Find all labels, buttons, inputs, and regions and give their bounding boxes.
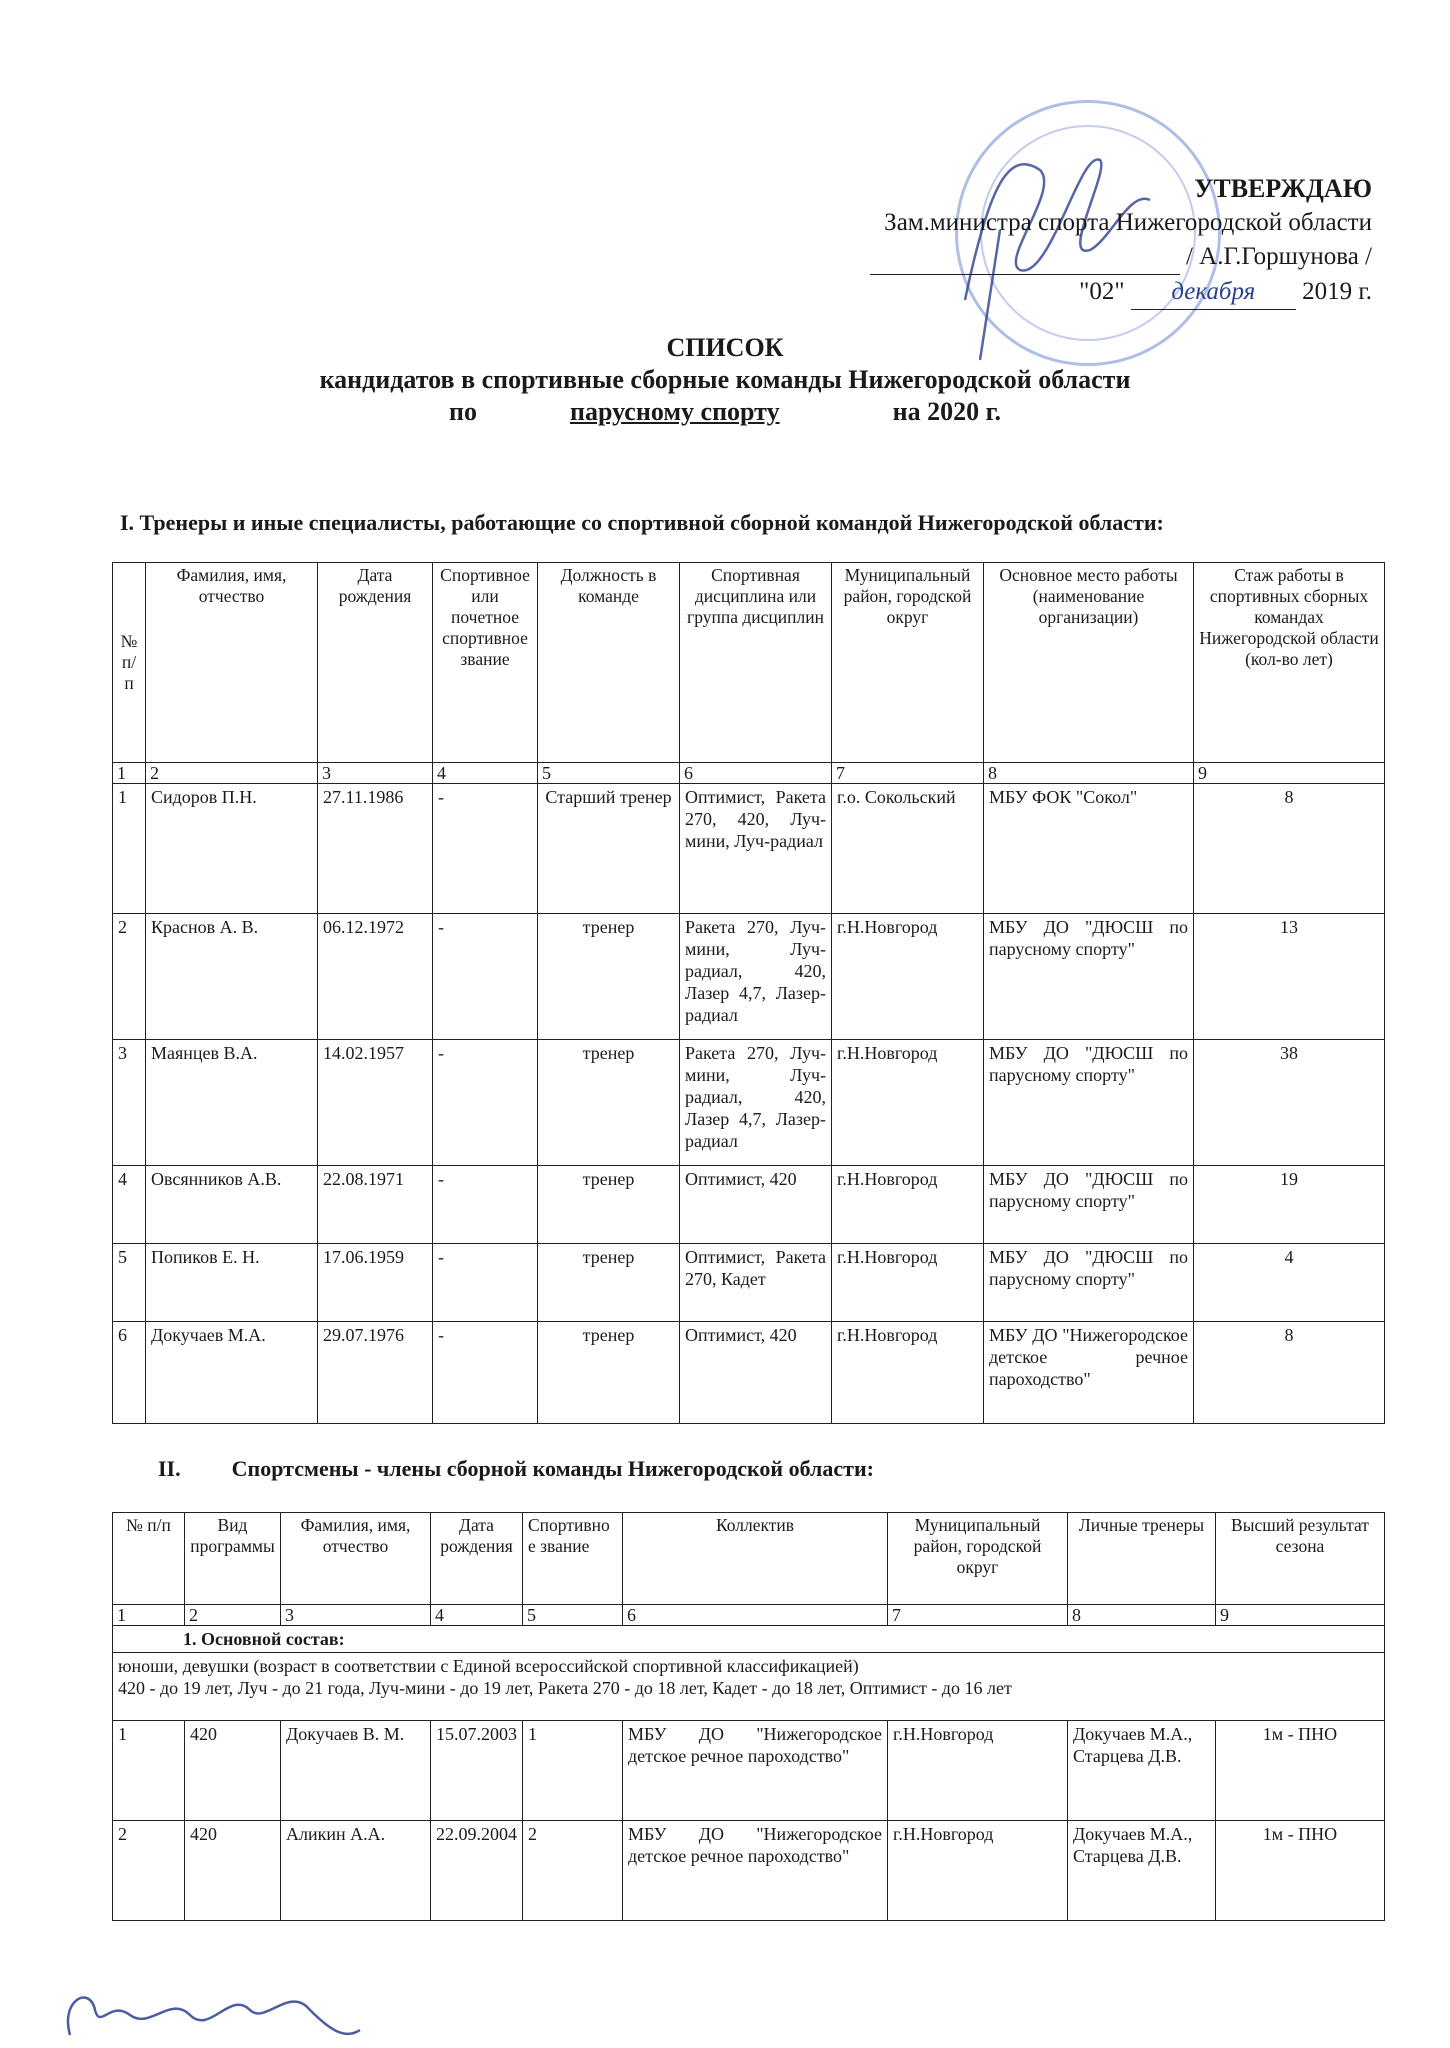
cell-rank: 1 xyxy=(523,1721,623,1821)
col-number: 3 xyxy=(318,763,433,784)
col-number: 1 xyxy=(113,763,146,784)
footer-signature xyxy=(68,1998,360,2035)
cell-district: г.Н.Новгород xyxy=(832,1166,984,1244)
cell-position: тренер xyxy=(538,1322,680,1424)
age-note-row xyxy=(113,1653,1385,1721)
approval-date-year: 2019 г. xyxy=(1302,278,1372,305)
main-squad-heading: 1. Основной состав: xyxy=(113,1626,1385,1653)
cell-workplace: МБУ ДО "ДЮСШ по парусному спорту" xyxy=(984,1244,1194,1322)
cell-position: тренер xyxy=(538,914,680,1040)
col-header: Дата рождения xyxy=(431,1513,523,1605)
title-suffix: на 2020 г. xyxy=(892,397,1001,426)
col-header: Фамилия, имя, отчество xyxy=(281,1513,431,1605)
section-2-roman: II. xyxy=(158,1456,181,1481)
cell-rank: 2 xyxy=(523,1821,623,1921)
age-note-line-2: 420 - до 19 лет, Луч - до 21 года, Луч-мини - до 19 лет, Ракета 270 - до 18 лет, Кадет - до 18 лет, Оптимист - до 16 лет xyxy=(118,1678,1012,1698)
cell-name: Маянцев В.А. xyxy=(146,1040,318,1166)
cell-name: Краснов А. В. xyxy=(146,914,318,1040)
cell-num: 1 xyxy=(113,784,146,914)
cell-workplace: МБУ ФОК "Сокол" xyxy=(984,784,1194,914)
cell-birthdate: 17.06.1959 xyxy=(318,1244,433,1322)
cell-birthdate: 27.11.1986 xyxy=(318,784,433,914)
col-number: 7 xyxy=(888,1605,1068,1626)
cell-name: Овсянников А.В. xyxy=(146,1166,318,1244)
col-header: Спортивное или почетное спортивное звание xyxy=(433,563,538,763)
cell-num: 4 xyxy=(113,1166,146,1244)
col-number: 8 xyxy=(984,763,1194,784)
col-number: 4 xyxy=(433,763,538,784)
subheading-row xyxy=(113,1626,1385,1653)
coaches-table xyxy=(112,562,1385,1424)
cell-discipline: Оптимист, Ракета 270, Кадет xyxy=(680,1244,832,1322)
col-number: 9 xyxy=(1216,1605,1385,1626)
cell-experience: 19 xyxy=(1194,1166,1385,1244)
cell-experience: 8 xyxy=(1194,784,1385,914)
cell-experience: 4 xyxy=(1194,1244,1385,1322)
athletes-table xyxy=(112,1512,1385,1921)
cell-district: г.Н.Новгород xyxy=(888,1721,1068,1821)
col-header: № п/п xyxy=(113,1513,185,1605)
cell-workplace: МБУ ДО "Нижегородское детское речное пароходство" xyxy=(984,1322,1194,1424)
cell-discipline: Ракета 270, Луч-мини, Луч-радиал, 420, Лазер 4,7, Лазер-радиал xyxy=(680,1040,832,1166)
table-row xyxy=(113,1821,1385,1921)
col-header: Высший результат сезона xyxy=(1216,1513,1385,1605)
title-line-1: СПИСОК xyxy=(666,333,784,362)
cell-title: - xyxy=(433,1166,538,1244)
col-number: 6 xyxy=(680,763,832,784)
cell-num: 1 xyxy=(113,1721,185,1821)
col-number: 1 xyxy=(113,1605,185,1626)
approval-name-line xyxy=(772,240,1372,275)
cell-experience: 13 xyxy=(1194,914,1385,1040)
section-2-title: Спортсмены - члены сборной команды Нижегородской области: xyxy=(231,1456,874,1481)
col-number: 5 xyxy=(523,1605,623,1626)
cell-num: 5 xyxy=(113,1244,146,1322)
cell-name: Докучаев М.А. xyxy=(146,1322,318,1424)
cell-title: - xyxy=(433,1040,538,1166)
cell-num: 2 xyxy=(113,914,146,1040)
cell-num: 2 xyxy=(113,1821,185,1921)
col-header: Спортивное звание xyxy=(523,1513,623,1605)
col-number: 9 xyxy=(1194,763,1385,784)
title-sport: парусному спорту xyxy=(570,397,780,426)
cell-num: 3 xyxy=(113,1040,146,1166)
cell-district: г.Н.Новгород xyxy=(832,914,984,1040)
cell-position: тренер xyxy=(538,1040,680,1166)
table-row xyxy=(113,1040,1385,1166)
cell-discipline: Оптимист, Ракета 270, 420, Луч-мини, Луч-радиал xyxy=(680,784,832,914)
col-number: 2 xyxy=(146,763,318,784)
title-line-2: кандидатов в спортивные сборные команды Нижегородской области xyxy=(319,365,1131,394)
cell-district: г.Н.Новгород xyxy=(832,1244,984,1322)
table-row xyxy=(113,914,1385,1040)
cell-birthdate: 22.08.1971 xyxy=(318,1166,433,1244)
col-number: 3 xyxy=(281,1605,431,1626)
approval-date-day: "02" xyxy=(1079,278,1125,305)
col-header: Спортивная дисциплина или группа дисциплин xyxy=(680,563,832,763)
col-header: Фамилия, имя, отчество xyxy=(146,563,318,763)
title-line-3 xyxy=(0,396,1450,428)
age-note xyxy=(113,1653,1385,1721)
col-header: Коллектив xyxy=(623,1513,888,1605)
cell-birthdate: 06.12.1972 xyxy=(318,914,433,1040)
cell-team: МБУ ДО "Нижегородское детское речное пароходство" xyxy=(623,1721,888,1821)
col-header: Основное место работы (наименование организации) xyxy=(984,563,1194,763)
cell-birthdate: 14.02.1957 xyxy=(318,1040,433,1166)
cell-district: г.Н.Новгород xyxy=(888,1821,1068,1921)
cell-name: Аликин А.А. xyxy=(281,1821,431,1921)
cell-workplace: МБУ ДО "ДЮСШ по парусному спорту" xyxy=(984,914,1194,1040)
coaches-number-row xyxy=(113,763,1385,784)
col-number: 6 xyxy=(623,1605,888,1626)
cell-district: г.Н.Новгород xyxy=(832,1040,984,1166)
col-header: № п/п xyxy=(113,563,146,763)
cell-title: - xyxy=(433,914,538,1040)
table-row xyxy=(113,1721,1385,1821)
col-header: Дата рождения xyxy=(318,563,433,763)
cell-discipline: Оптимист, 420 xyxy=(680,1322,832,1424)
cell-experience: 8 xyxy=(1194,1322,1385,1424)
cell-district: г.Н.Новгород xyxy=(832,1322,984,1424)
approval-block xyxy=(772,172,1372,310)
approval-position: Зам.министра спорта Нижегородской области xyxy=(884,209,1372,236)
athletes-number-row xyxy=(113,1605,1385,1626)
section-1-heading: I. Тренеры и иные специалисты, работающие со спортивной сборной командой Нижегородской области: xyxy=(120,510,1164,535)
cell-name: Попиков Е. Н. xyxy=(146,1244,318,1322)
cell-name: Сидоров П.Н. xyxy=(146,784,318,914)
section-2-heading xyxy=(158,1456,874,1482)
table-row xyxy=(113,1244,1385,1322)
cell-team: МБУ ДО "Нижегородское детское речное пароходство" xyxy=(623,1821,888,1921)
age-note-line-1: юноши, девушки (возраст в соответствии с Единой всероссийской спортивной классификацией) xyxy=(118,1656,859,1676)
cell-coaches: Докучаев М.А., Старцева Д.В. xyxy=(1068,1821,1216,1921)
table-row xyxy=(113,1322,1385,1424)
col-header: Муниципальный район, городской округ xyxy=(832,563,984,763)
cell-class: 420 xyxy=(185,1821,281,1921)
cell-position: Старший тренер xyxy=(538,784,680,914)
cell-coaches: Докучаев М.А., Старцева Д.В. xyxy=(1068,1721,1216,1821)
table-row xyxy=(113,1166,1385,1244)
col-header: Муниципальный район, городской округ xyxy=(888,1513,1068,1605)
approval-date-month: декабря xyxy=(1131,275,1296,310)
cell-discipline: Ракета 270, Луч-мини, Луч-радиал, 420, Лазер 4,7, Лазер-радиал xyxy=(680,914,832,1040)
cell-title: - xyxy=(433,1322,538,1424)
col-number: 4 xyxy=(431,1605,523,1626)
cell-birthdate: 22.09.2004 xyxy=(431,1821,523,1921)
approval-name: / А.Г.Горшунова / xyxy=(1185,243,1372,270)
cell-position: тренер xyxy=(538,1166,680,1244)
cell-experience: 38 xyxy=(1194,1040,1385,1166)
cell-title: - xyxy=(433,1244,538,1322)
cell-best-result: 1м - ПНО xyxy=(1216,1721,1385,1821)
athletes-header-row xyxy=(113,1513,1385,1605)
table-row xyxy=(113,784,1385,914)
cell-best-result: 1м - ПНО xyxy=(1216,1821,1385,1921)
cell-birthdate: 15.07.2003 xyxy=(431,1721,523,1821)
document-title xyxy=(0,332,1450,428)
col-header: Стаж работы в спортивных сборных командах Нижегородской области (кол-во лет) xyxy=(1194,563,1385,763)
cell-workplace: МБУ ДО "ДЮСШ по парусному спорту" xyxy=(984,1166,1194,1244)
approval-heading: УТВЕРЖДАЮ xyxy=(1194,174,1372,203)
col-header: Личные тренеры xyxy=(1068,1513,1216,1605)
col-number: 5 xyxy=(538,763,680,784)
cell-num: 6 xyxy=(113,1322,146,1424)
signature-blank xyxy=(870,240,1180,275)
cell-class: 420 xyxy=(185,1721,281,1821)
cell-name: Докучаев В. М. xyxy=(281,1721,431,1821)
title-prefix: по xyxy=(449,397,477,426)
approval-date-line xyxy=(772,275,1372,310)
col-number: 7 xyxy=(832,763,984,784)
cell-workplace: МБУ ДО "ДЮСШ по парусному спорту" xyxy=(984,1040,1194,1166)
cell-title: - xyxy=(433,784,538,914)
col-number: 8 xyxy=(1068,1605,1216,1626)
cell-discipline: Оптимист, 420 xyxy=(680,1166,832,1244)
col-header: Вид программы xyxy=(185,1513,281,1605)
cell-district: г.о. Сокольский xyxy=(832,784,984,914)
cell-birthdate: 29.07.1976 xyxy=(318,1322,433,1424)
cell-position: тренер xyxy=(538,1244,680,1322)
coaches-header-row xyxy=(113,563,1385,763)
col-number: 2 xyxy=(185,1605,281,1626)
col-header: Должность в команде xyxy=(538,563,680,763)
